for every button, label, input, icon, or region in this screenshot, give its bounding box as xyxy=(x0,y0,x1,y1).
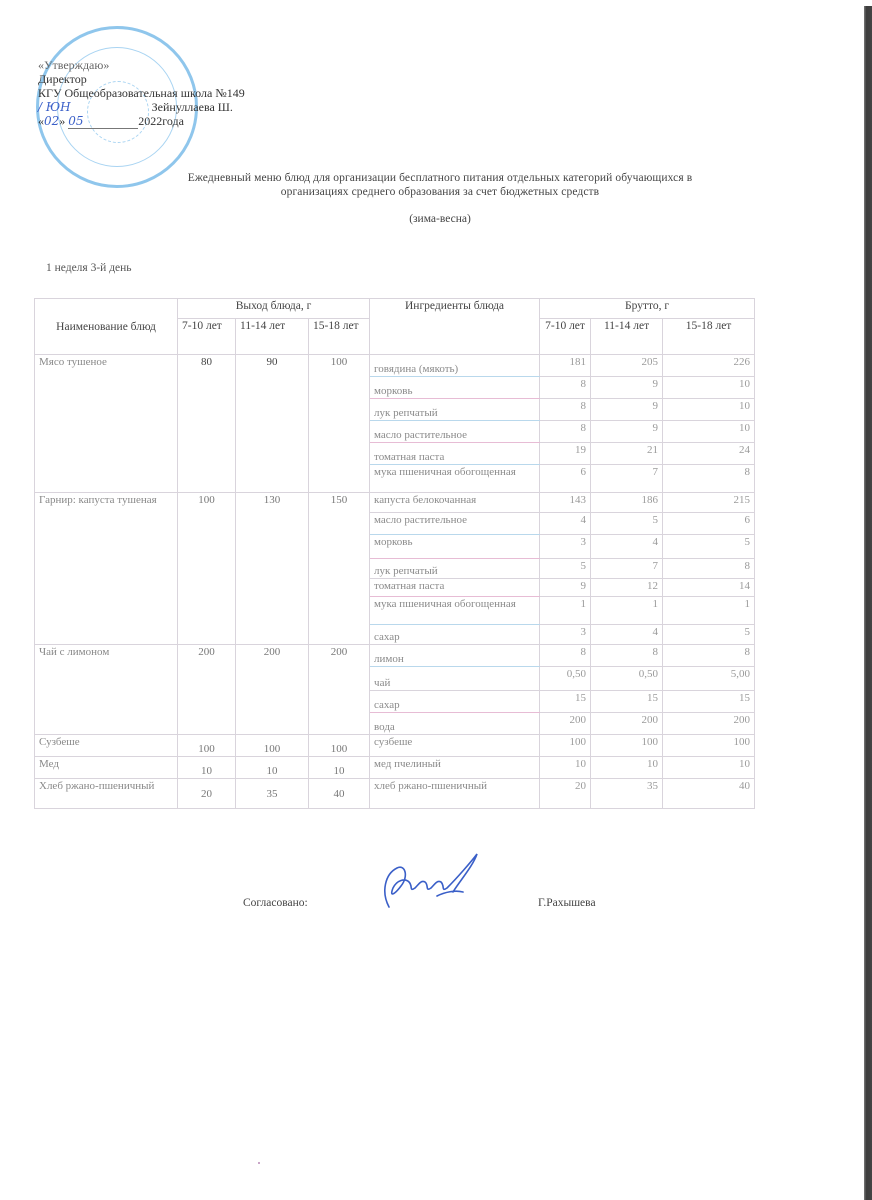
agreement-label: Согласовано: xyxy=(243,897,308,909)
dish-name: Сузбеше xyxy=(35,735,178,757)
dish-name: Мясо тушеное xyxy=(35,355,178,493)
table-row: Гарнир: капуста тушеная 100 130 150 капуста белокочанная 143 186 215 xyxy=(35,493,755,513)
ingredient-name: лимон xyxy=(370,645,540,667)
header-gross-11-14: 11-14 лет xyxy=(591,319,663,355)
table-row: Хлеб ржано-пшеничный 20 35 40 хлеб ржано-пшеничный 20 35 40 xyxy=(35,779,755,809)
director-name: Зейнуллаева Ш. xyxy=(151,100,233,114)
approval-date: «02» 05 2022года xyxy=(38,114,184,128)
header-yield-7-10: 7-10 лет xyxy=(178,319,236,355)
table-row: лук репчатый 8 9 10 xyxy=(35,399,755,421)
date-year: 2022года xyxy=(138,114,184,128)
position-label: Директор xyxy=(38,72,87,86)
agreement-name: Г.Рахышева xyxy=(538,897,596,909)
table-row: масло растительное 4 5 6 xyxy=(35,513,755,535)
season-label: (зима-весна) xyxy=(409,213,471,225)
organization-label: КГУ Общеобразовательная школа №149 xyxy=(38,86,245,100)
table-row: сахар 15 15 15 xyxy=(35,691,755,713)
scan-edge xyxy=(864,6,872,1200)
header-gross-15-18: 15-18 лет xyxy=(663,319,755,355)
table-row: морковь 8 9 10 xyxy=(35,377,755,399)
table-row: томатная паста 19 21 24 xyxy=(35,443,755,465)
ingredient-name: мед пчелиный xyxy=(370,757,540,779)
header-yield-11-14: 11-14 лет xyxy=(236,319,309,355)
director-signature: / ЮН xyxy=(38,100,71,114)
ingredient-name: хлеб ржано-пшеничный xyxy=(370,779,540,809)
header-ingredients: Ингредиенты блюда xyxy=(370,299,540,355)
dish-name: Мед xyxy=(35,757,178,779)
document-title: Ежедневный меню блюд для организации бесплатного питания отдельных категорий обучающихся в организациях среднего образования за счет бюджетных средств xyxy=(187,172,693,198)
header-yield-15-18: 15-18 лет xyxy=(309,319,370,355)
table-row: Сузбеше 100 100 100 сузбеше 100 100 100 xyxy=(35,735,755,757)
table-row: чай 0,50 0,50 5,00 xyxy=(35,667,755,691)
table-row: вода 200 200 200 xyxy=(35,713,755,735)
table-row: морковь 3 4 5 xyxy=(35,535,755,559)
table-row: мука пшеничная обогощенная 6 7 8 xyxy=(35,465,755,493)
date-day: 02 xyxy=(44,114,60,128)
table-row: сахар 3 4 5 xyxy=(35,625,755,645)
table-row: Мед 10 10 10 мед пчелиный 10 10 10 xyxy=(35,757,755,779)
table-row: лук репчатый 5 7 8 xyxy=(35,559,755,579)
header-yield: Выход блюда, г xyxy=(178,299,370,319)
header-gross-7-10: 7-10 лет xyxy=(540,319,591,355)
approve-label: «Утверждаю» xyxy=(38,58,110,72)
week-day-label: 1 неделя 3-й день xyxy=(46,262,132,274)
table-row: мука пшеничная обогощенная 1 1 1 xyxy=(35,597,755,625)
approval-block xyxy=(38,58,245,129)
dish-name: Хлеб ржано-пшеничный xyxy=(35,779,178,809)
table-row: Чай с лимоном 200 200 200 лимон 8 8 8 xyxy=(35,645,755,667)
table-row: масло растительное 8 9 10 xyxy=(35,421,755,443)
header-dish: Наименование блюд xyxy=(35,299,178,355)
signature-icon xyxy=(375,852,485,912)
ingredient-name: говядина (мякоть) xyxy=(370,355,540,377)
table-row: томатная паста 9 12 14 xyxy=(35,579,755,597)
ingredient-name: капуста белокочанная xyxy=(370,493,540,513)
dish-name: Гарнир: капуста тушеная xyxy=(35,493,178,645)
menu-table xyxy=(34,298,755,809)
date-month: 05 xyxy=(68,114,84,128)
director-signature-line xyxy=(38,100,245,114)
dish-name: Чай с лимоном xyxy=(35,645,178,735)
scan-speck xyxy=(258,1162,260,1164)
table-row: Мясо тушеное 80 90 100 говядина (мякоть) 181 205 226 xyxy=(35,355,755,377)
ingredient-name: сузбеше xyxy=(370,735,540,757)
header-gross: Брутто, г xyxy=(540,299,755,319)
